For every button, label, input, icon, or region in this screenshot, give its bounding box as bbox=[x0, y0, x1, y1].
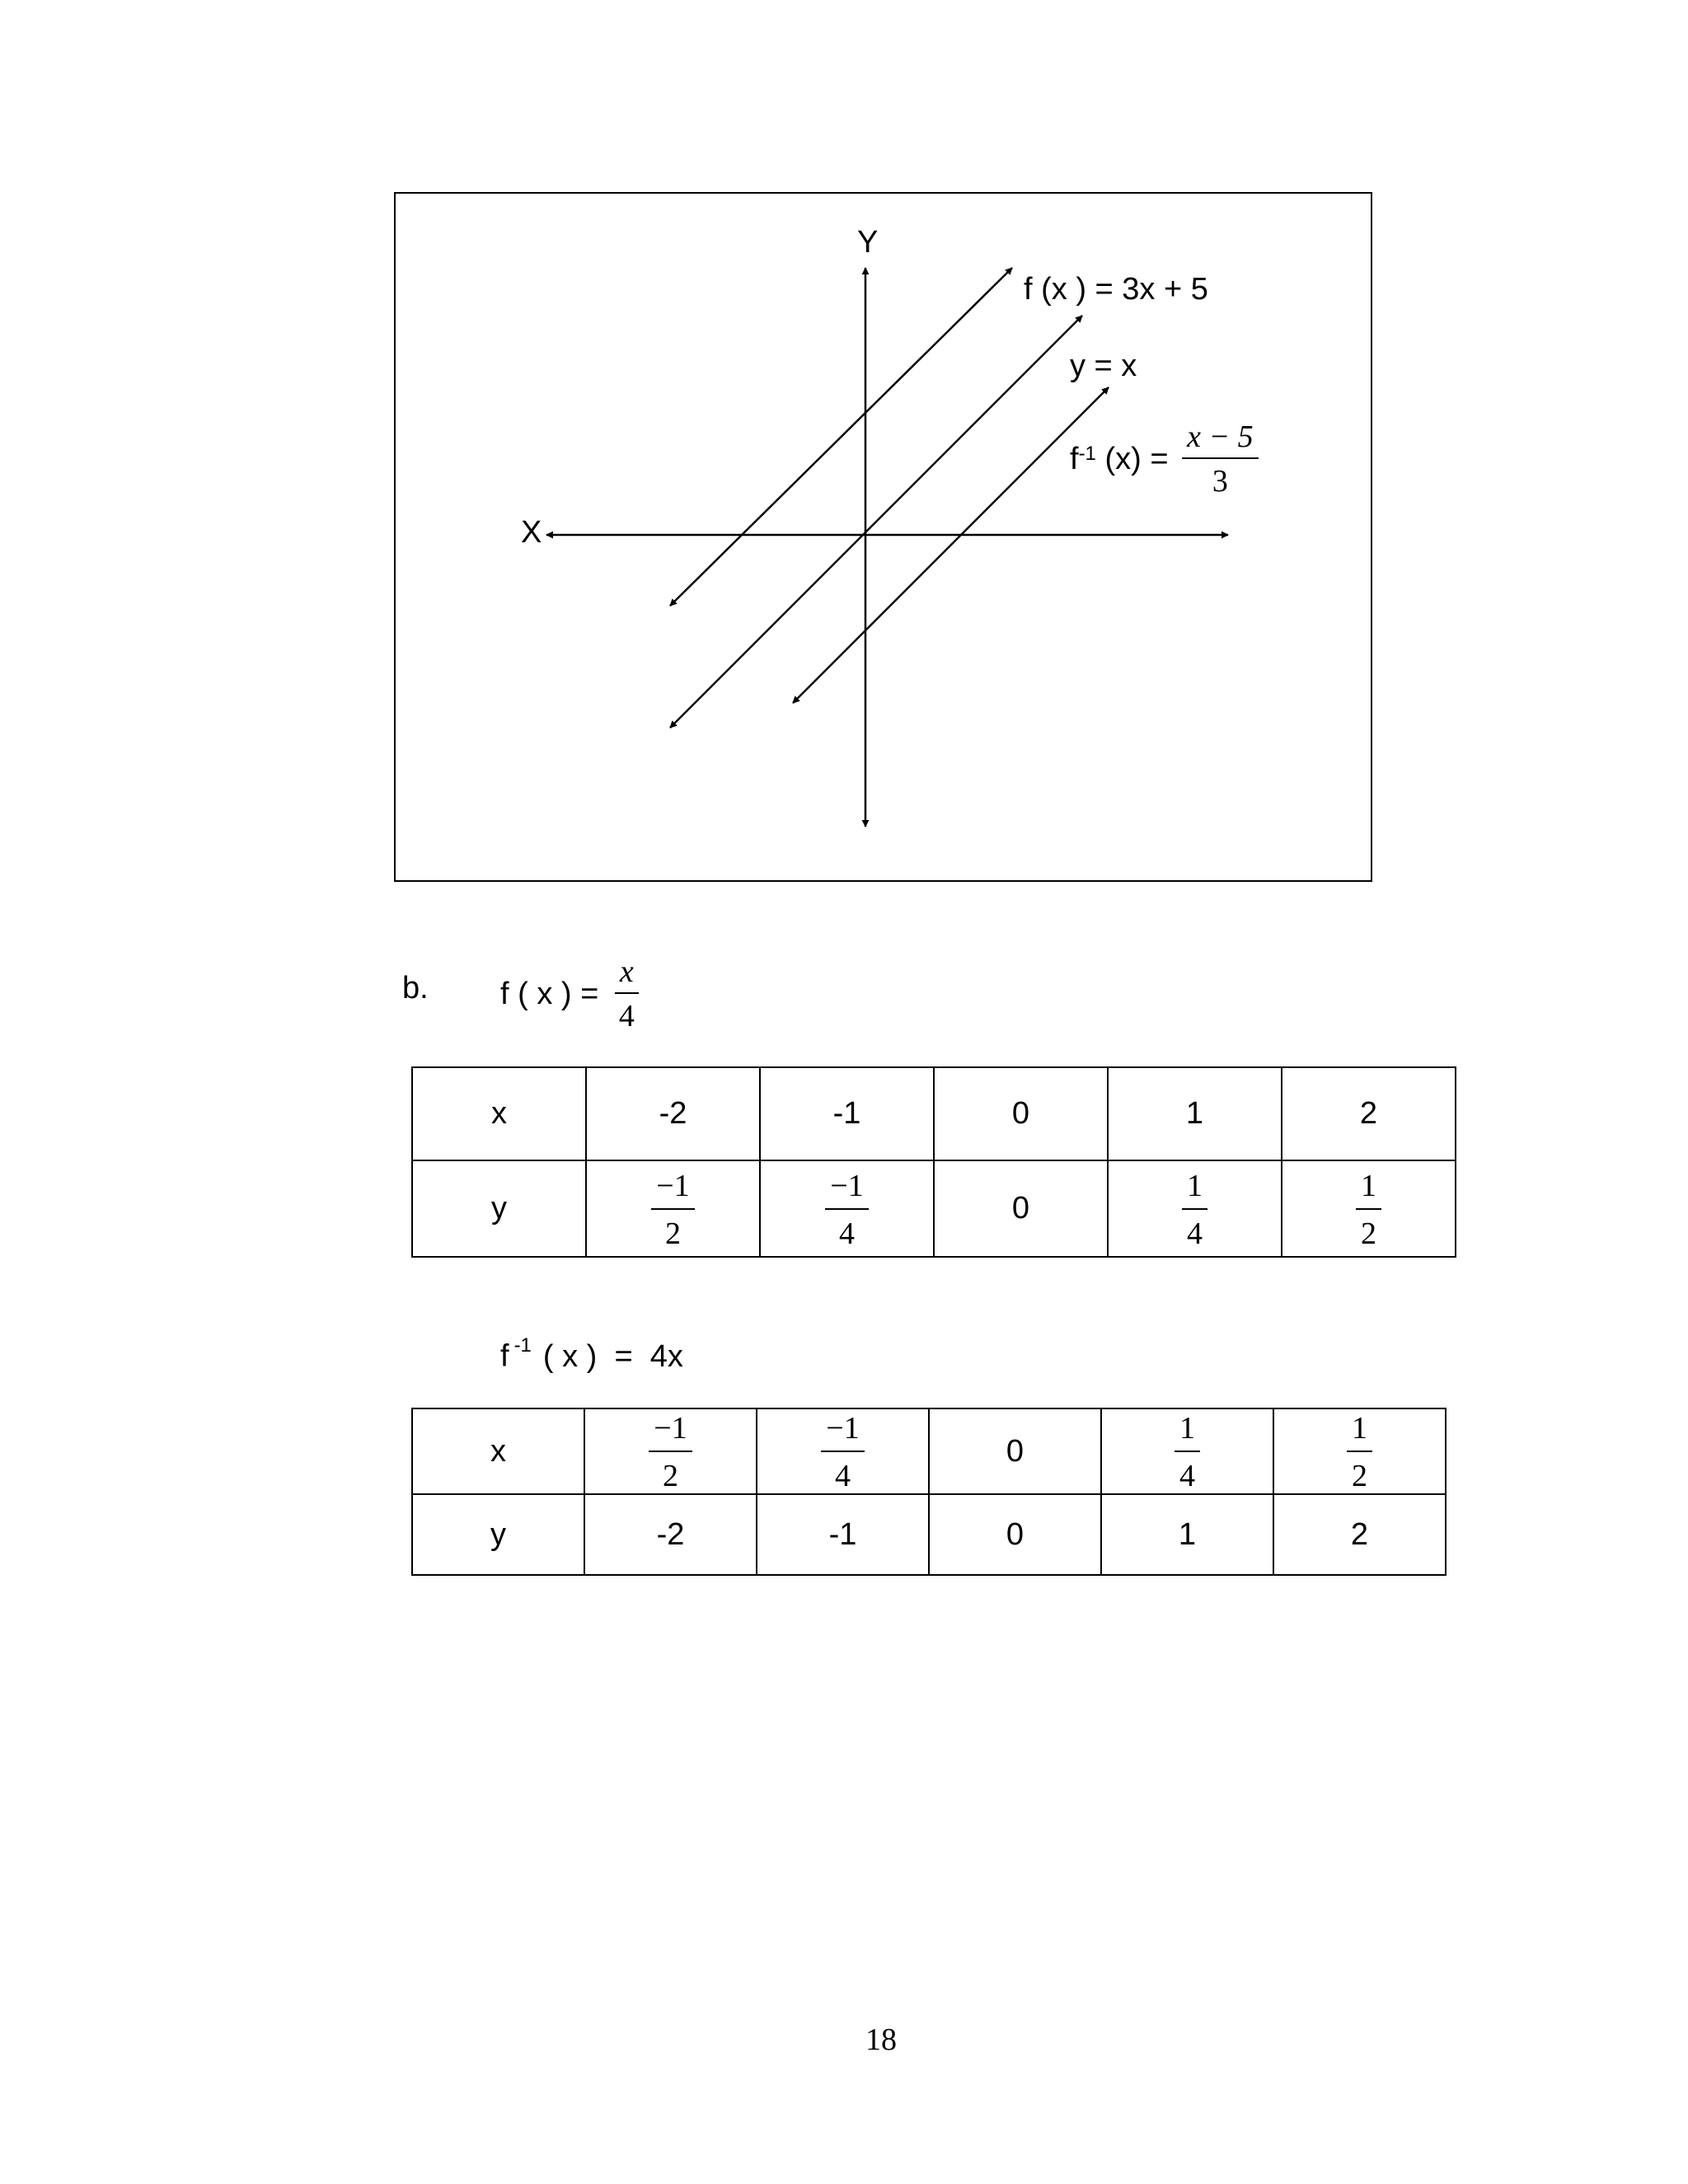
table-cell bbox=[586, 1160, 760, 1257]
fraction-numerator: 1 bbox=[1347, 1413, 1372, 1452]
x-axis-label: X bbox=[521, 515, 542, 550]
f-definition-num: x bbox=[615, 956, 639, 994]
inverse-definition-prefix: f bbox=[500, 1338, 509, 1374]
table-row bbox=[412, 1067, 1456, 1160]
table-cell bbox=[929, 1494, 1101, 1575]
line-identity bbox=[670, 316, 1082, 728]
cell-fraction bbox=[825, 1170, 868, 1249]
fraction-numerator: −1 bbox=[825, 1170, 868, 1210]
table-cell bbox=[412, 1408, 584, 1494]
fraction-denominator: 4 bbox=[1187, 1216, 1203, 1251]
f-definition-prefix: f ( x ) = bbox=[500, 977, 607, 1011]
table-cell bbox=[1273, 1408, 1446, 1494]
table-cell bbox=[412, 1160, 586, 1257]
fraction-denominator: 4 bbox=[835, 1459, 851, 1493]
inverse-label-sup: -1 bbox=[1078, 443, 1096, 465]
fraction-numerator: −1 bbox=[651, 1170, 694, 1210]
cell-fraction bbox=[1356, 1170, 1381, 1249]
table-cell bbox=[1282, 1160, 1456, 1257]
cell-value: y bbox=[491, 1191, 507, 1226]
fraction-denominator: 2 bbox=[663, 1459, 678, 1493]
cell-value: -2 bbox=[656, 1516, 685, 1552]
values-table-f bbox=[411, 1066, 1456, 1258]
table-row bbox=[412, 1408, 1446, 1494]
inverse-definition-suffix: ( x ) = 4x bbox=[542, 1338, 683, 1374]
table-cell bbox=[757, 1408, 929, 1494]
cell-value: -2 bbox=[659, 1096, 687, 1131]
graph-figure bbox=[394, 192, 1372, 882]
page-number: 18 bbox=[865, 2022, 897, 2057]
inverse-definition-sup: -1 bbox=[513, 1334, 532, 1357]
fraction-numerator: 1 bbox=[1182, 1170, 1207, 1210]
table-cell bbox=[1101, 1494, 1273, 1575]
inverse-definition bbox=[500, 1334, 683, 1374]
table-cell bbox=[586, 1067, 760, 1160]
cell-value: 2 bbox=[1359, 1096, 1378, 1131]
y-axis-label: Y bbox=[857, 225, 879, 260]
fraction-numerator: −1 bbox=[821, 1413, 864, 1452]
table-cell bbox=[757, 1494, 929, 1575]
fraction-numerator: 1 bbox=[1356, 1170, 1381, 1210]
table-cell bbox=[1108, 1160, 1282, 1257]
values-table-inverse bbox=[411, 1408, 1447, 1576]
table-cell bbox=[929, 1408, 1101, 1494]
cell-value: y bbox=[490, 1516, 506, 1552]
table-cell bbox=[1108, 1067, 1282, 1160]
cell-fraction bbox=[1347, 1413, 1372, 1492]
part-b-label: b. bbox=[402, 971, 429, 1005]
fraction-denominator: 4 bbox=[1179, 1459, 1195, 1493]
table-cell bbox=[1282, 1067, 1456, 1160]
cell-value: 0 bbox=[1006, 1516, 1025, 1552]
table-cell bbox=[1101, 1408, 1273, 1494]
f-definition-den: 4 bbox=[618, 999, 635, 1033]
cell-fraction bbox=[651, 1170, 694, 1249]
line-inverse bbox=[793, 387, 1109, 703]
cell-value: -1 bbox=[832, 1096, 861, 1131]
cell-value: 1 bbox=[1178, 1516, 1197, 1552]
inverse-label-suffix: (x) = bbox=[1095, 442, 1178, 476]
cell-value: 1 bbox=[1185, 1096, 1204, 1131]
table-cell bbox=[934, 1160, 1108, 1257]
table-row bbox=[412, 1160, 1456, 1257]
f-definition-fraction bbox=[614, 956, 640, 1032]
graph-canvas bbox=[396, 194, 1374, 883]
table-cell bbox=[584, 1408, 757, 1494]
table-cell bbox=[934, 1067, 1108, 1160]
inverse-fraction-den: 3 bbox=[1212, 464, 1228, 499]
fraction-denominator: 2 bbox=[1361, 1216, 1376, 1251]
line-f-label: f (x ) = 3x + 5 bbox=[1024, 272, 1208, 307]
cell-value: 0 bbox=[1011, 1096, 1030, 1131]
table-cell bbox=[760, 1160, 934, 1257]
table-row bbox=[412, 1494, 1446, 1575]
cell-fraction bbox=[1182, 1170, 1207, 1249]
cell-value: x bbox=[490, 1433, 506, 1469]
table-cell bbox=[760, 1067, 934, 1160]
cell-value: 0 bbox=[1006, 1433, 1025, 1469]
line-identity-label: y = x bbox=[1070, 349, 1137, 383]
fraction-denominator: 2 bbox=[665, 1216, 681, 1251]
cell-value: 0 bbox=[1011, 1191, 1030, 1226]
cell-fraction bbox=[649, 1413, 692, 1492]
fraction-numerator: 1 bbox=[1175, 1413, 1200, 1452]
f-definition bbox=[500, 956, 640, 1032]
table-cell bbox=[1273, 1494, 1446, 1575]
inverse-label-prefix: f bbox=[1070, 442, 1079, 476]
fraction-denominator: 2 bbox=[1352, 1459, 1367, 1493]
fraction-denominator: 4 bbox=[839, 1216, 855, 1251]
table-cell bbox=[412, 1494, 584, 1575]
cell-value: -1 bbox=[828, 1516, 857, 1552]
cell-value: 2 bbox=[1350, 1516, 1369, 1552]
inverse-label bbox=[1070, 421, 1259, 497]
table-cell bbox=[412, 1067, 586, 1160]
cell-value: x bbox=[491, 1096, 507, 1131]
inverse-fraction bbox=[1182, 421, 1259, 497]
table-cell bbox=[584, 1494, 757, 1575]
fraction-numerator: −1 bbox=[649, 1413, 692, 1452]
cell-fraction bbox=[1175, 1413, 1200, 1492]
inverse-fraction-num: x − 5 bbox=[1182, 421, 1259, 459]
cell-fraction bbox=[821, 1413, 864, 1492]
